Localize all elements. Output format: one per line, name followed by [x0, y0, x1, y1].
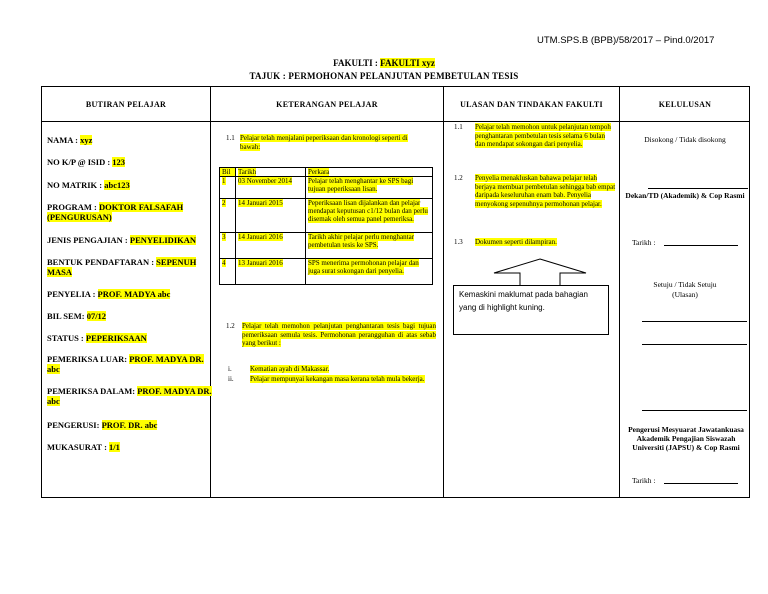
- column-header-student: BUTIRAN PELAJAR: [85, 99, 167, 109]
- column-header-faculty-action: ULASAN DAN TINDAKAN FAKULTI: [460, 99, 603, 109]
- table-row: [220, 199, 433, 233]
- field-internal-examiner: PEMERIKSA DALAM: PROF. MADYA DR. abc: [47, 386, 212, 406]
- field-external-examiner: PEMERIKSA LUAR: PROF. MADYA DR. abc: [47, 354, 204, 374]
- field-ic-number: NO K/P @ ISID : 123: [47, 157, 126, 167]
- field-value: PROF. MADYA DR. abc: [47, 386, 212, 406]
- table-cell: Tarikh akhir pelajar perlu menghantar pembetulan tesis ke SPS.: [306, 233, 433, 259]
- table-cell: 13 Januari 2016: [236, 259, 306, 285]
- approval-decision-2: Setuju / Tidak Setuju: [653, 280, 717, 289]
- table-cell: 03 November 2014: [236, 177, 306, 199]
- field-registration-type: BENTUK PENDAFTARAN : SEPENUH MASA: [47, 257, 197, 277]
- form-title: TAJUK : PERMOHONAN PELANJUTAN PEMBETULAN TESIS: [249, 71, 519, 81]
- date-line: [664, 483, 738, 484]
- up-arrow-icon: [490, 258, 590, 288]
- japsu-signatory: Pengerusi Mesyuarat Jawatankuasa Akademik Pengajian Siswazah Universiti (JAPSU) & Cop Rasmi: [628, 425, 744, 452]
- field-matric-number: NO MATRIK : abc123: [47, 180, 130, 190]
- field-value: abc123: [104, 180, 130, 190]
- field-value: PROF. MADYA DR. abc: [47, 354, 204, 374]
- table-cell: 4: [220, 259, 236, 285]
- faculty-value: FAKULTI xyz: [380, 58, 435, 68]
- dean-signatory: Dekan/TD (Akademik) & Cop Rasmi: [625, 191, 745, 200]
- field-status: STATUS : PEPERIKSAAN: [47, 333, 147, 343]
- field-semester-count: BIL SEM: 07/12: [47, 311, 107, 321]
- faculty-label: FAKULTI :: [333, 58, 378, 68]
- remarks-label: (Ulasan): [672, 290, 698, 299]
- reason-item: ii. Pelajar mempunyai kekangan masa kerana telah mula bekerja.: [228, 375, 425, 383]
- document-reference: UTM.SPS.B (BPB)/58/2017 – Pind.0/2017: [537, 35, 715, 46]
- highlight-instruction-callout: Kemaskini maklumat pada bahagian yang di highlight kuning.: [453, 285, 609, 335]
- field-chairperson: PENGERUSI: PROF. DR. abc: [47, 420, 158, 430]
- table-cell: 3: [220, 233, 236, 259]
- date-label: Tarikh :: [632, 238, 656, 247]
- field-value: xyz: [80, 135, 93, 145]
- field-value: PROF. MADYA abc: [97, 289, 171, 299]
- action-item: 1.2 Penyelia menakluskan bahawa pelajar telah berjaya membuat pembetulan sehingga bab empat daripada keseluruhan enam bab. Penyelia menyokong sepenuhnya permohonan pelajar.: [454, 174, 616, 208]
- field-value: 123: [112, 157, 126, 167]
- table-cell: 14 Januari 2016: [236, 233, 306, 259]
- field-value: 1/1: [109, 442, 120, 452]
- table-row: [220, 259, 433, 285]
- form-table: [41, 86, 750, 498]
- date-line: [664, 245, 738, 246]
- table-row: [220, 177, 433, 199]
- column-header-explanation: KETERANGAN PELAJAR: [276, 99, 378, 109]
- remarks-line: [642, 344, 747, 345]
- table-cell: SPS menerima permohonan pelajar dan juga surat sokongan dari penyelia.: [306, 259, 433, 285]
- field-value: PROF. DR. abc: [101, 420, 158, 430]
- explanation-paragraph-2: 1.2 Pelajar telah memohon pelanjutan penghantaran tesis bagi tujuan pemeriksaan semula tesis. Permohonan perangguhan di atas sebab yang berikut :: [226, 322, 436, 347]
- table-header-row: [220, 168, 433, 177]
- field-value: SEPENUH MASA: [47, 257, 197, 277]
- explanation-paragraph-1: 1.1 Pelajar telah menjalani peperiksaan dan kronologi seperti di bawah:: [226, 134, 408, 151]
- table-row: [220, 233, 433, 259]
- remarks-line: [642, 321, 747, 322]
- field-study-type: JENIS PENGAJIAN : PENYELIDIKAN: [47, 235, 197, 245]
- field-supervisor: PENYELIA : PROF. MADYA abc: [47, 289, 171, 299]
- field-value: PEPERIKSAAN: [85, 333, 147, 343]
- table-cell: 2: [220, 199, 236, 233]
- column-divider: [443, 87, 444, 497]
- field-value: DOKTOR FALSAFAH (PENGURUSAN): [47, 202, 184, 222]
- reason-item: i. Kematian ayah di Makassar.: [228, 365, 330, 373]
- field-value: PENYELIDIKAN: [129, 235, 197, 245]
- signature-line: [642, 410, 747, 411]
- table-header-cell: Bil: [220, 168, 236, 177]
- approval-decision-1: Disokong / Tidak disokong: [644, 135, 726, 144]
- table-header-cell: Tarikh: [236, 168, 306, 177]
- action-item: 1.1 Pelajar telah memohon untuk pelanjutan tempoh penghantaran pembetulan tesis selama 6 bulan dan mendapat sokongan dari penyelia.: [454, 123, 611, 148]
- table-cell: 14 Januari 2015: [236, 199, 306, 233]
- header-divider: [42, 121, 749, 122]
- field-name: NAMA : xyz: [47, 135, 93, 145]
- field-program: PROGRAM : DOKTOR FALSAFAH (PENGURUSAN): [47, 202, 184, 222]
- field-value: 07/12: [86, 311, 107, 321]
- table-header-cell: Perkara: [306, 168, 433, 177]
- action-item: 1.3 Dokumen seperti dilampiran.: [454, 238, 557, 246]
- date-label: Tarikh :: [632, 476, 656, 485]
- column-header-approval: KELULUSAN: [658, 99, 712, 109]
- column-divider: [619, 87, 620, 497]
- signature-line: [648, 188, 748, 189]
- field-page-number: MUKASURAT : 1/1: [47, 442, 120, 452]
- table-cell: Peperiksaan lisan dijalankan dan pelajar mendapat keputusan c1/12 bulan dan perlu disemak oleh semua panel pemeriksa.: [306, 199, 433, 233]
- table-cell: Pelajar telah menghantar ke SPS bagi tujuan peperiksaan lisan.: [306, 177, 433, 199]
- chronology-table: [219, 167, 433, 285]
- table-cell: 1: [220, 177, 236, 199]
- faculty-line: [0, 58, 768, 68]
